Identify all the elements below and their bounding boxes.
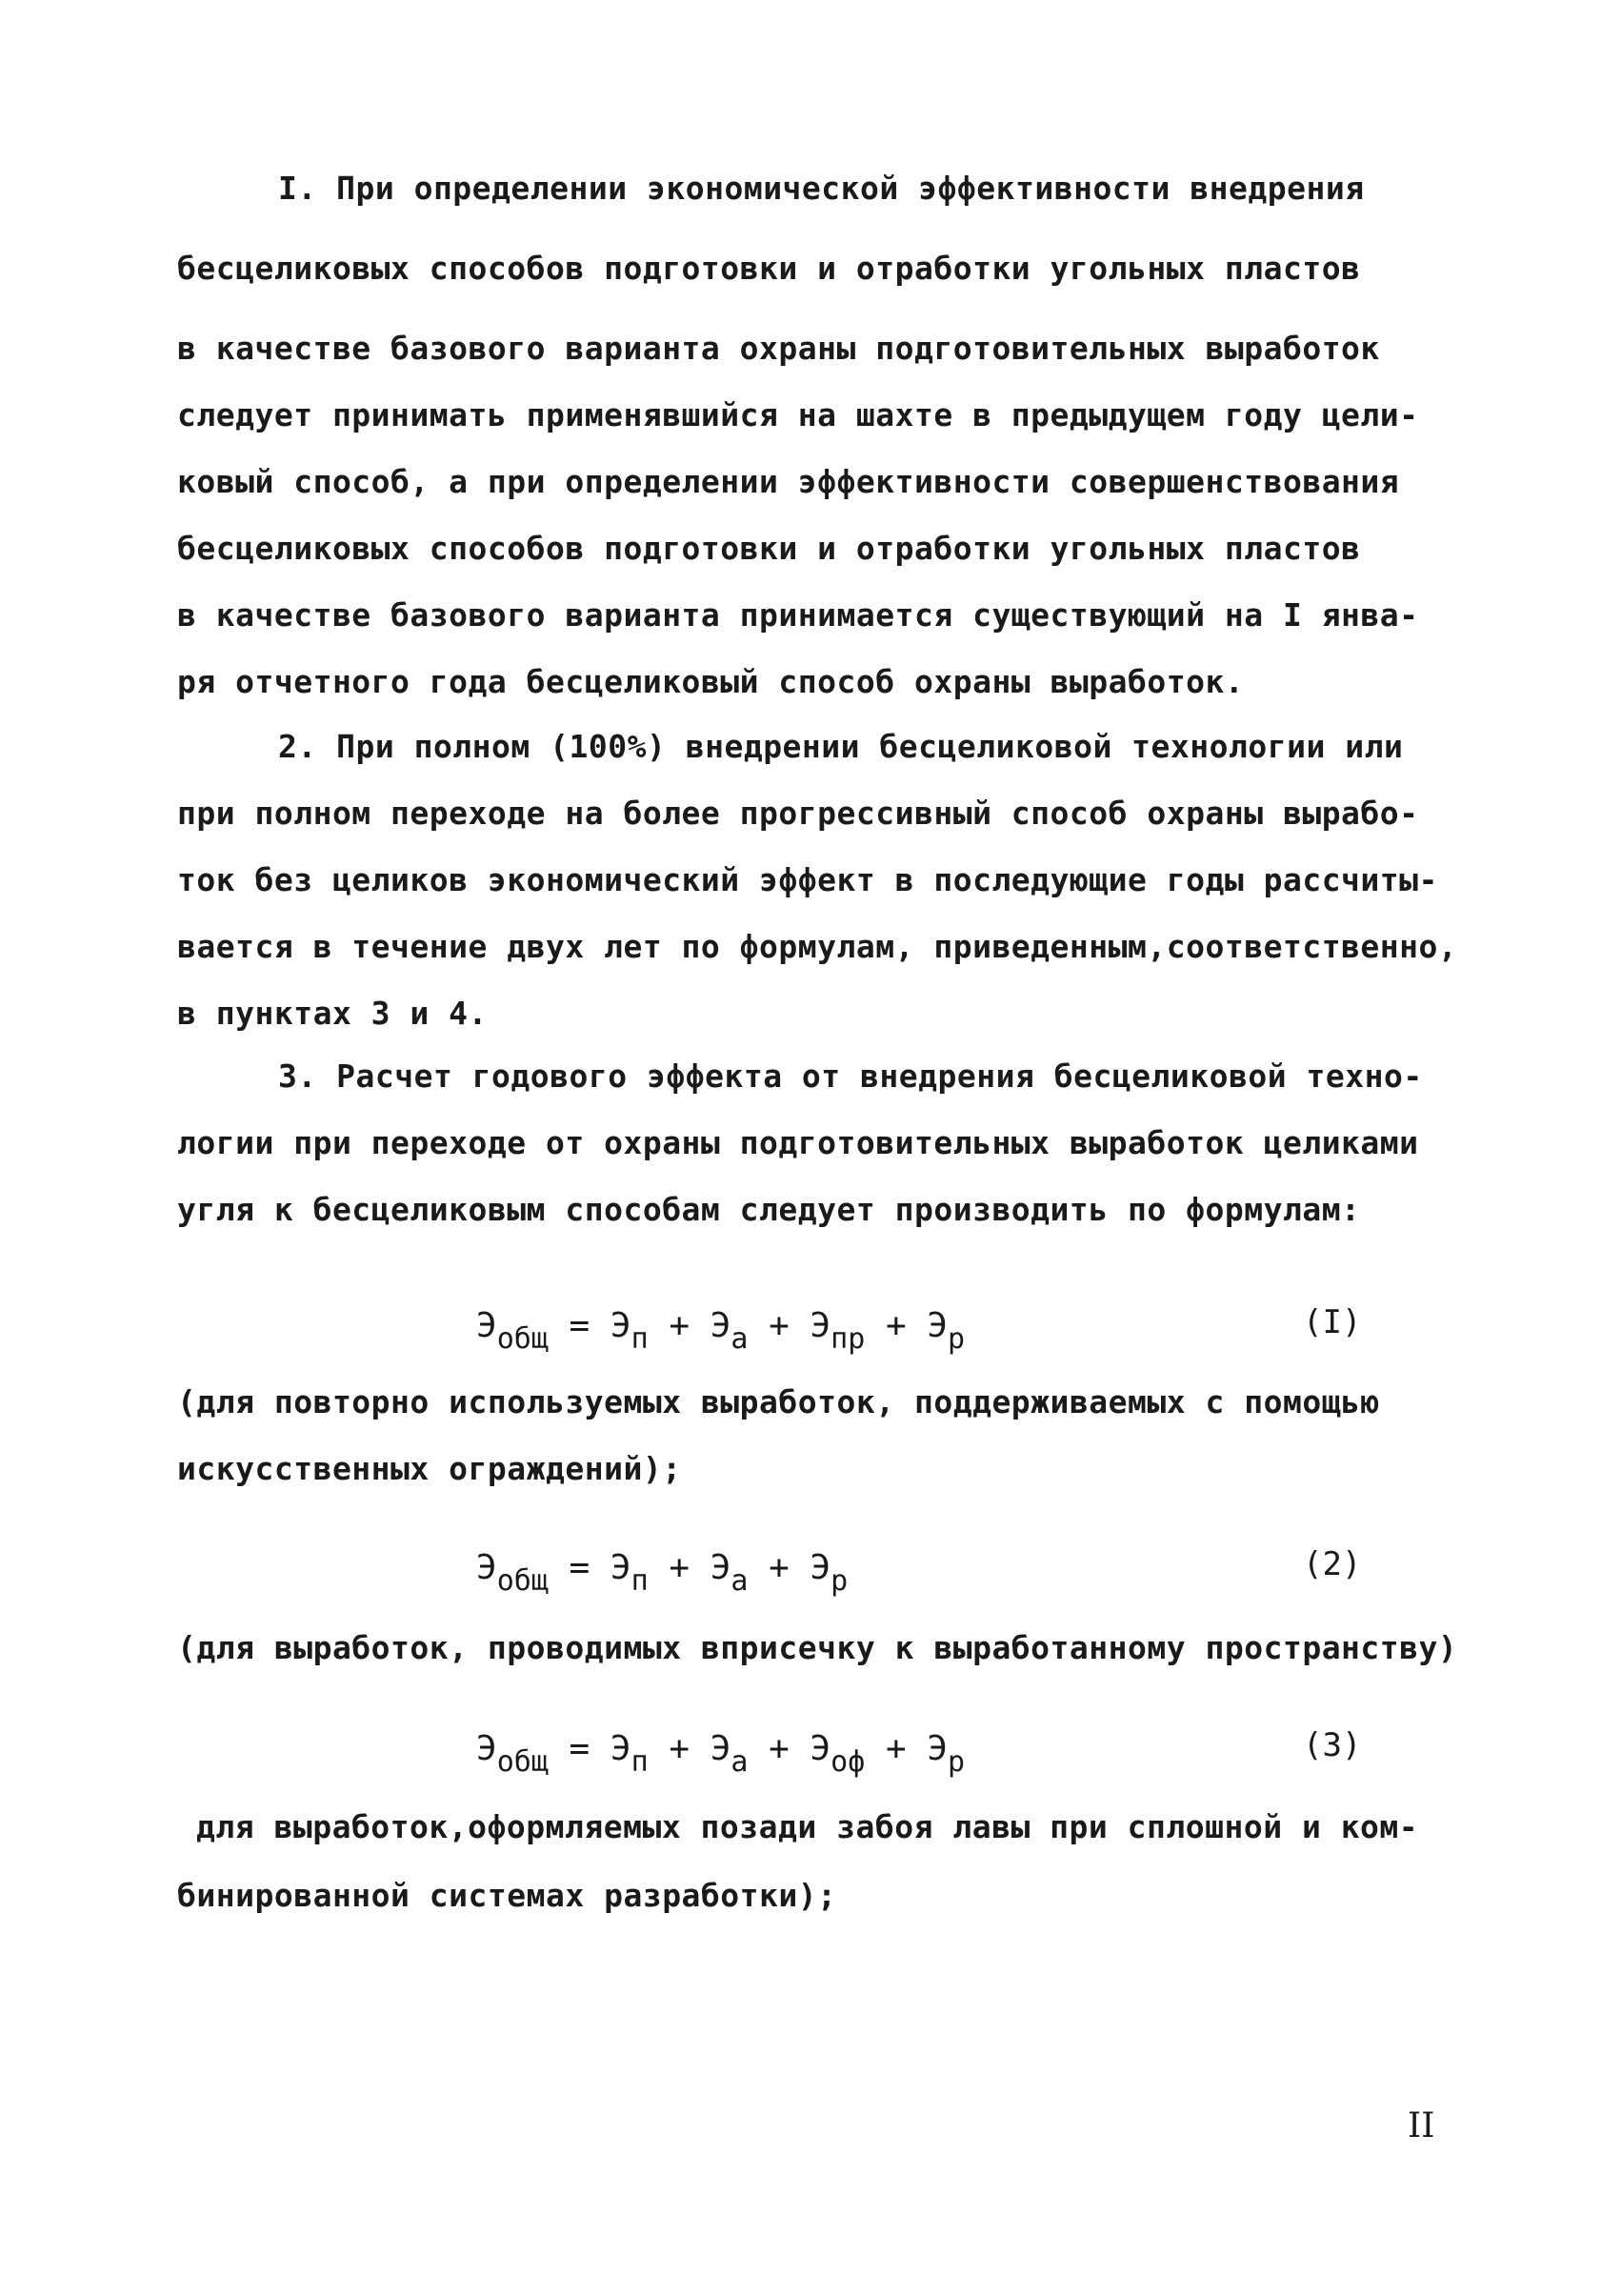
note-3-line-2: бинированной системах разработки); [177,1877,837,1914]
paragraph-3-line-3: угля к бесцеликовым способам следует производить по формулам: [177,1191,1361,1228]
paragraph-1-line-3: в качестве базового варианта охраны подготовительных выработок [177,330,1380,367]
paragraph-1-line-1: I. При определении экономической эффективности внедрения [278,170,1365,207]
formula-3-number: (3) [1303,1726,1362,1764]
page-number: II [1408,2106,1435,2145]
paragraph-3-line-1: 3. Расчет годового эффекта от внедрения бесцеликовой техно- [278,1057,1423,1095]
paragraph-2-line-1: 2. При полном (100%) внедрении бесцеликовой технологии или [278,728,1404,765]
note-2-line-1: (для выработок, проводимых вприсечку к выработанному пространству) [177,1629,1458,1666]
paragraph-1-line-6: бесцеликовых способов подготовки и отработки угольных пластов [177,530,1361,567]
note-3-line-1: для выработок,оформляемых позади забоя лавы при сплошной и ком- [196,1808,1419,1845]
note-1-line-2: искусственных ограждений); [177,1450,682,1487]
paragraph-2-line-4: вается в течение двух лет по формулам, приведенным,соответственно, [177,928,1458,965]
formula-1-number: (I) [1303,1303,1362,1341]
formula-1: $Э_{общ} = Э_п + Э_а + Э_{пр} + Э_р$ [476,1306,966,1356]
formula-3: $Э_{общ} = Э_п + Э_а + Э_{оф} + Э_р$ [476,1729,966,1779]
paragraph-1-line-4: следует принимать применявшийся на шахте в предыдущем году цели- [177,396,1419,433]
paragraph-1-line-8: ря отчетного года бесцеликовый способ охраны выработок. [177,663,1245,700]
paragraph-2-line-5: в пунктах 3 и 4. [177,995,488,1032]
paragraph-1-line-5: ковый способ, а при определении эффективности совершенствования [177,463,1400,500]
paragraph-1-line-7: в качестве базового варианта принимается существующий на I янва- [177,596,1419,634]
paragraph-1-line-2: бесцеликовых способов подготовки и отработки угольных пластов [177,250,1361,287]
formula-2: $Э_{общ} = Э_п + Э_а + Э_р$ [476,1548,849,1598]
note-1-line-1: (для повторно используемых выработок, поддерживаемых с помощью [177,1383,1380,1420]
paragraph-2-line-2: при полном переходе на более прогрессивный способ охраны вырабо- [177,795,1419,832]
formula-2-number: (2) [1303,1545,1362,1583]
paragraph-2-line-3: ток без целиков экономический эффект в последующие годы рассчиты- [177,861,1438,898]
paragraph-3-line-2: логии при переходе от охраны подготовительных выработок целиками [177,1124,1419,1161]
